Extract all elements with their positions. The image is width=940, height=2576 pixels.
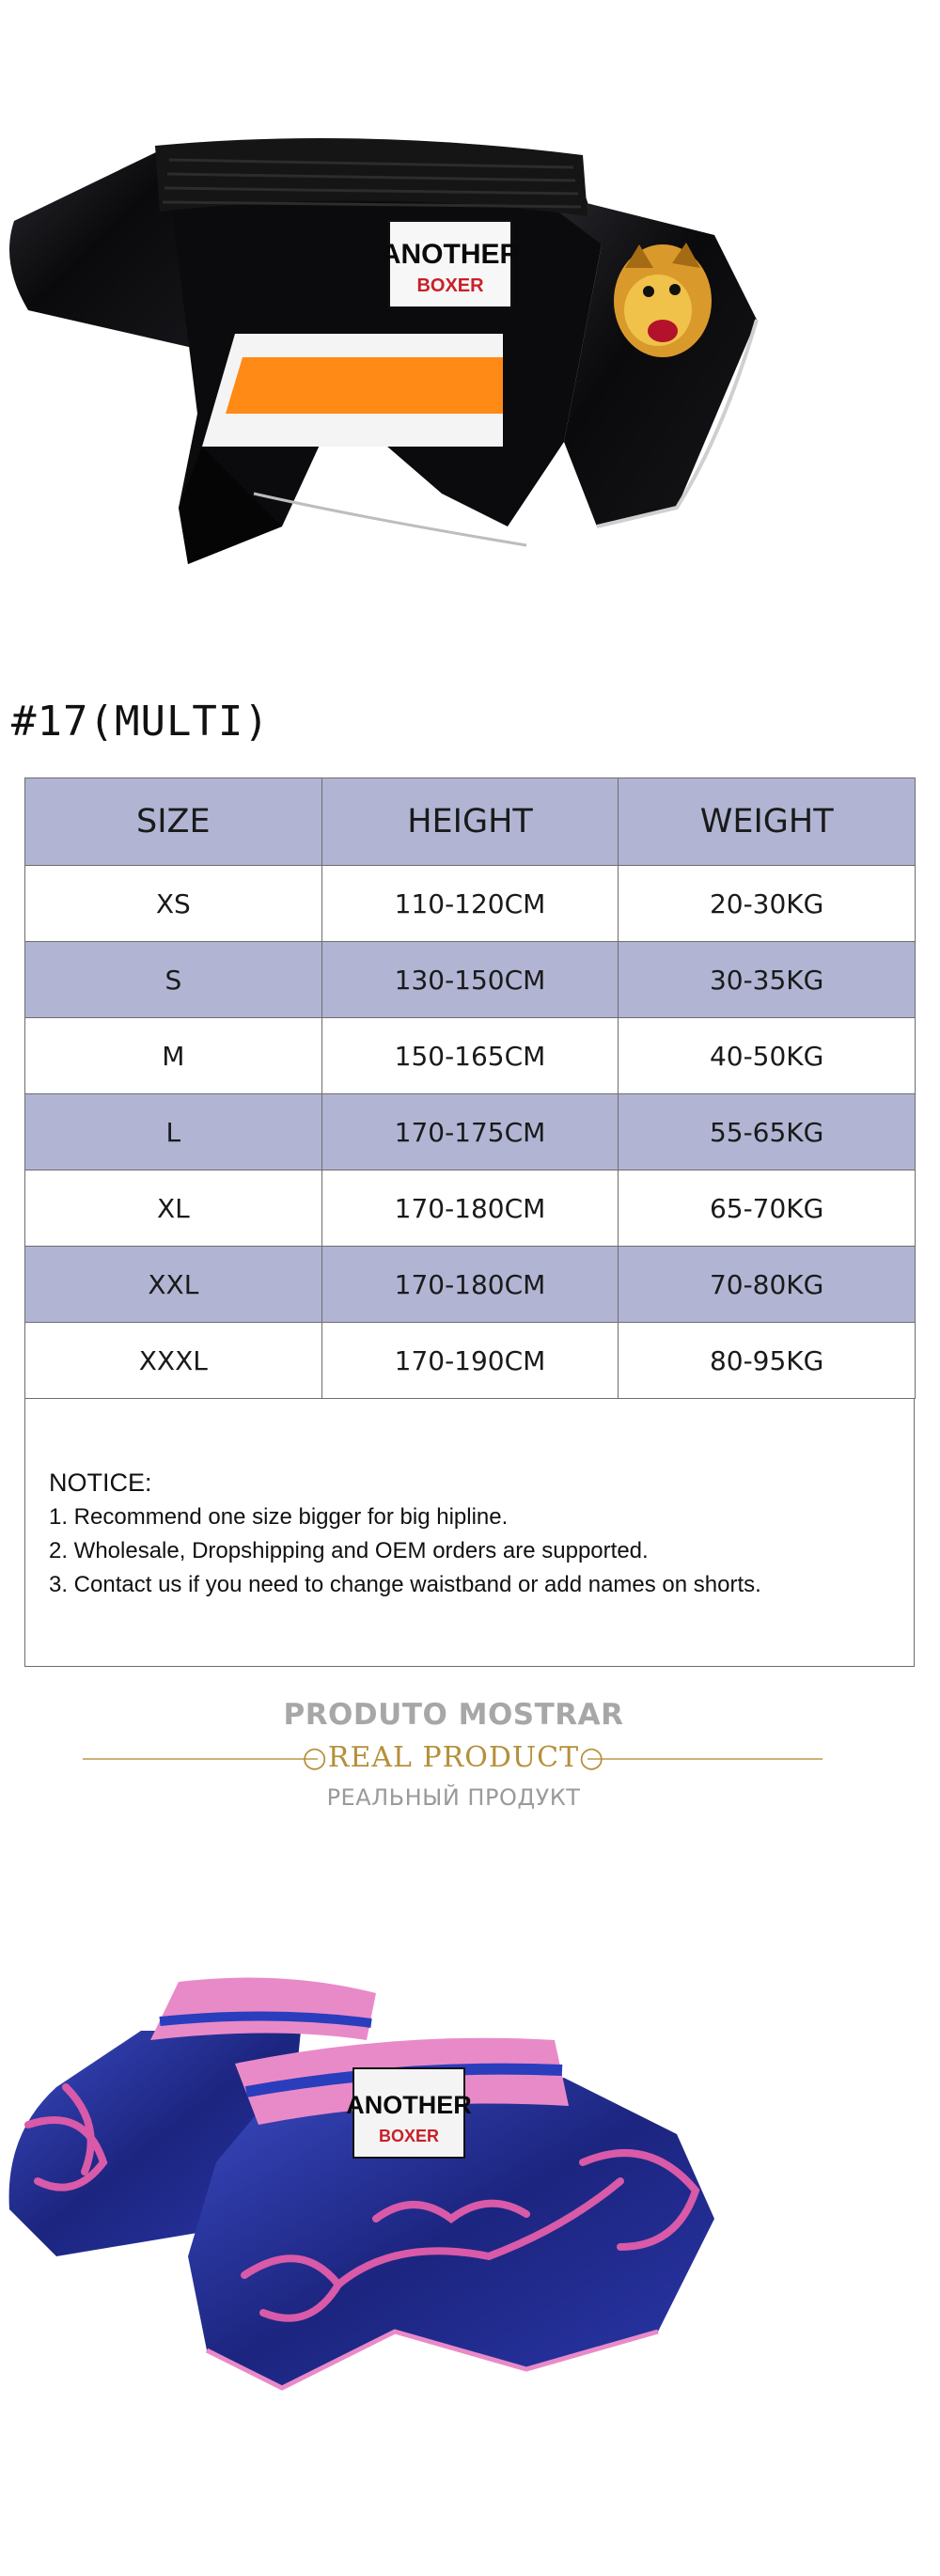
size-cell: XL — [25, 1170, 322, 1247]
notice-line: 2. Wholesale, Dropshipping and OEM orders are supported. — [49, 1538, 649, 1563]
notice-line: 1. Recommend one size bigger for big hipline. — [49, 1504, 509, 1530]
banner-english-text: REAL PRODUCT — [327, 1741, 580, 1774]
notice-title: NOTICE: — [49, 1469, 152, 1497]
product-photo-blue-shorts — [0, 1974, 733, 2416]
weight-cell: 70-80KG — [619, 1247, 916, 1323]
height-cell: 150-165CM — [321, 1018, 619, 1094]
height-cell: 170-175CM — [321, 1094, 619, 1170]
size-cell: XXL — [25, 1247, 322, 1323]
size-cell: M — [25, 1018, 322, 1094]
size-cell: L — [25, 1094, 322, 1170]
column-header-height: HEIGHT — [321, 778, 619, 866]
banner-title-english — [0, 1741, 907, 1774]
ornament-icon: ○ — [302, 1741, 328, 1774]
size-table-header-row — [25, 778, 916, 866]
notice-box — [24, 1399, 915, 1667]
table-row — [25, 942, 916, 1018]
shorts-back-waistband — [150, 1978, 376, 2040]
table-row — [25, 1170, 916, 1247]
brand-label — [381, 221, 521, 307]
banner-title-portuguese: PRODUTO MOSTRAR — [283, 1698, 624, 1732]
label-text-bottom: BOXER — [378, 2127, 440, 2145]
notice-line: 3. Contact us if you need to change waistband or add names on shorts. — [49, 1572, 761, 1597]
weight-cell: 20-30KG — [619, 866, 916, 942]
table-row — [25, 1094, 916, 1170]
table-row — [25, 1018, 916, 1094]
table-row — [25, 1323, 916, 1399]
height-cell: 130-150CM — [321, 942, 619, 1018]
size-chart-table — [24, 778, 916, 1399]
weight-cell: 65-70KG — [619, 1170, 916, 1247]
banner-title-russian: РЕАЛЬНЫЙ ПРОДУКТ — [326, 1784, 581, 1811]
weight-cell: 80-95KG — [619, 1323, 916, 1399]
table-row — [25, 1247, 916, 1323]
height-cell: 110-120CM — [321, 866, 619, 942]
weight-cell: 30-35KG — [619, 942, 916, 1018]
label-text-top: ANOTHER — [346, 2091, 472, 2119]
weight-cell: 55-65KG — [619, 1094, 916, 1170]
column-header-size: SIZE — [25, 778, 322, 866]
label-text-bottom: BOXER — [416, 275, 484, 296]
ornament-icon: ○ — [579, 1741, 605, 1774]
height-cell: 170-180CM — [321, 1247, 619, 1323]
brand-label — [346, 2068, 472, 2158]
size-cell: XXXL — [25, 1323, 322, 1399]
table-row — [25, 866, 916, 942]
height-cell: 170-190CM — [321, 1323, 619, 1399]
label-text-top: ANOTHER — [380, 239, 521, 270]
size-cell: XS — [25, 866, 322, 942]
height-cell: 170-180CM — [321, 1170, 619, 1247]
size-cell: S — [25, 942, 322, 1018]
shorts-orange-stripe — [226, 357, 503, 414]
column-header-weight: WEIGHT — [619, 778, 916, 866]
product-code-title: #17(MULTI) — [11, 698, 270, 746]
product-photo-black-shorts — [0, 132, 761, 573]
weight-cell: 40-50KG — [619, 1018, 916, 1094]
